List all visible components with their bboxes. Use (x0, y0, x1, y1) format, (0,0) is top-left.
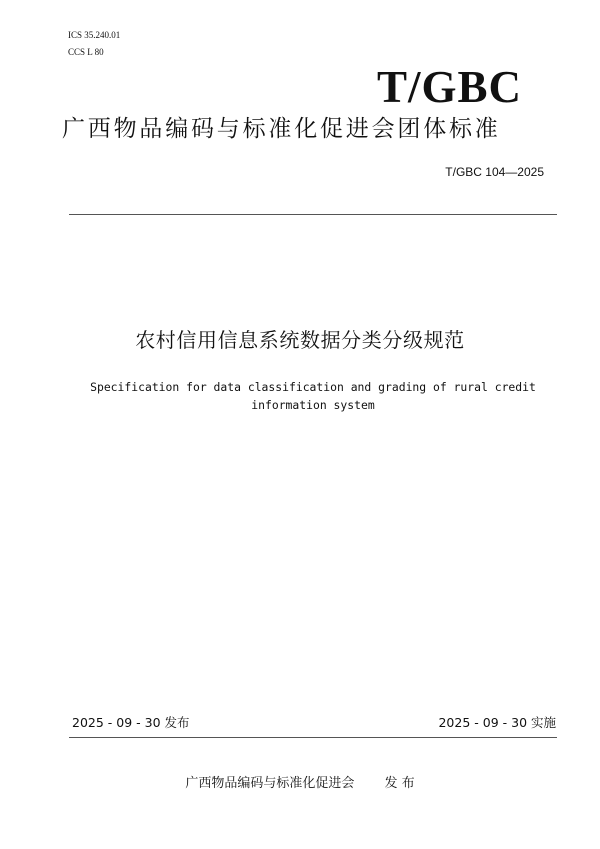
publisher-name: 广西物品编码与标准化促进会 (185, 776, 355, 791)
footer-divider (69, 737, 557, 738)
publisher-line (0, 776, 600, 792)
publish-word: 发 布 (384, 776, 415, 791)
document-title-english (70, 378, 556, 414)
implementation-date: 2025 - 09 - 30 实施 (438, 715, 556, 730)
standard-number: T/GBC 104—2025 (445, 165, 544, 179)
english-title-line-2: information system (251, 398, 375, 412)
issue-date: 2025 - 09 - 30 发布 (72, 715, 190, 730)
english-title-line-1: Specification for data classification and grading of rural credit (90, 380, 536, 394)
organization-title: 广西物品编码与标准化促进会团体标准 (62, 116, 501, 142)
ccs-code: CCS L 80 (68, 47, 104, 57)
standard-logo: T/GBC (376, 62, 522, 112)
header-divider (69, 214, 557, 215)
document-title-chinese: 农村信用信息系统数据分类分级规范 (135, 328, 465, 352)
ics-code: ICS 35.240.01 (68, 30, 121, 40)
